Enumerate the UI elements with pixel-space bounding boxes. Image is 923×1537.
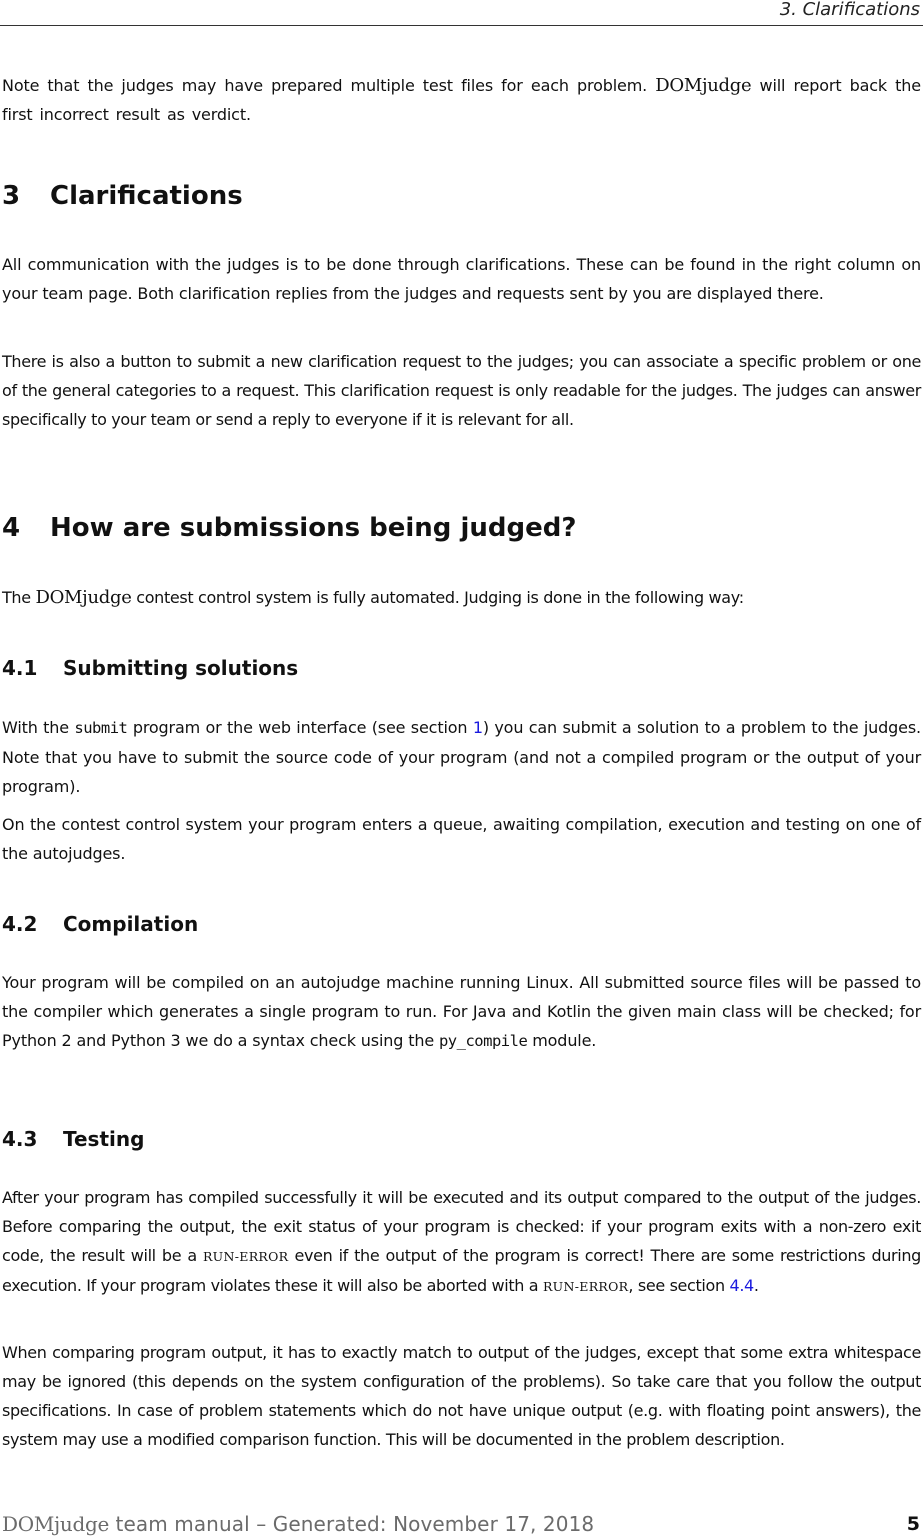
subsection-4-1-paragraph-2: On the contest control system your program enters a queue, awaiting compilation, execution and testing on one of the autojudges. [2,815,921,863]
subsection-4-3-paragraph-1: After your program has compiled successfully it will be executed and its output compared to the output of the judges. Before comparing the output, the exit status of your program is checked: if your program exits with a non-zero exit code, the result will be a RUN-ERROR even if the output of the program is correct! There are some restrictions during execution. If your program violates these it will also be aborted with a RUN-ERROR, see section 4.4. [2,1188,921,1295]
subsection-4-1-paragraph-1: With the submit program or the web interface (see section 1) you can submit a solution to a problem to the judges. Note that you have to submit the source code of your program (and not a compiled program or the output of your program). [2,718,921,796]
section-4-4-link[interactable]: 4.4 [729,1276,754,1295]
section-4-heading: 4 How are submissions being judged? [2,513,577,543]
section-3-heading: 3 Clarifications [2,181,243,211]
section-1-link[interactable]: 1 [472,718,483,737]
intro-paragraph: Note that the judges may have prepared multiple test files for each problem. DOMjudge will report back the first incorrect result as verdict. [2,75,921,124]
code-submit: submit [74,719,128,737]
domjudge-logotext: DOMjudge [35,587,132,608]
subsection-4-1-heading: 4.1 Submitting solutions [2,656,299,680]
page-footer: DOMjudge team manual – Generated: November 17, 2018 [2,1512,595,1536]
header-rule [0,25,923,26]
subsection-4-3-heading: 4.3 Testing [2,1127,145,1151]
section-3-paragraph-1: All communication with the judges is to be done through clarifications. These can be found in the right column on your team page. Both clarification replies from the judges and requests sent by you are displayed there. [2,255,921,303]
subsection-4-2-paragraph: Your program will be compiled on an autojudge machine running Linux. All submitted source files will be passed to the compiler which generates a single program to run. For Java and Kotlin the given main class will be checked; for Python 2 and Python 3 we do a syntax check using the py_compile module. [2,973,921,1050]
section-4-paragraph: The DOMjudge contest control system is fully automated. Judging is done in the following way: [2,587,744,608]
domjudge-logotext: DOMjudge [655,75,752,96]
page-number: 5 [906,1513,920,1535]
subsection-4-2-heading: 4.2 Compilation [2,912,199,936]
code-py-compile: py_compile [438,1032,528,1050]
domjudge-logotext: DOMjudge [2,1512,110,1536]
section-3-paragraph-2: There is also a button to submit a new clarification request to the judges; you can associate a specific problem or one of the general categories to a request. This clarification request is only readable for the judges. The judges can answer specifically to your team or send a reply to everyone if it is relevant for all. [2,352,921,429]
subsection-4-3-paragraph-2: When comparing program output, it has to exactly match to output of the judges, except that some extra whitespace may be ignored (this depends on the system configuration of the problems). So take care that you follow the output specifications. In case of problem statements which do not have unique output (e.g. with floating point answers), the system may use a modified comparison function. This will be documented in the problem description. [2,1343,921,1449]
running-header: 3. Clarifications [779,0,920,20]
run-error-verdict: RUN-ERROR [202,1249,289,1264]
run-error-verdict: RUN-ERROR [542,1279,629,1294]
